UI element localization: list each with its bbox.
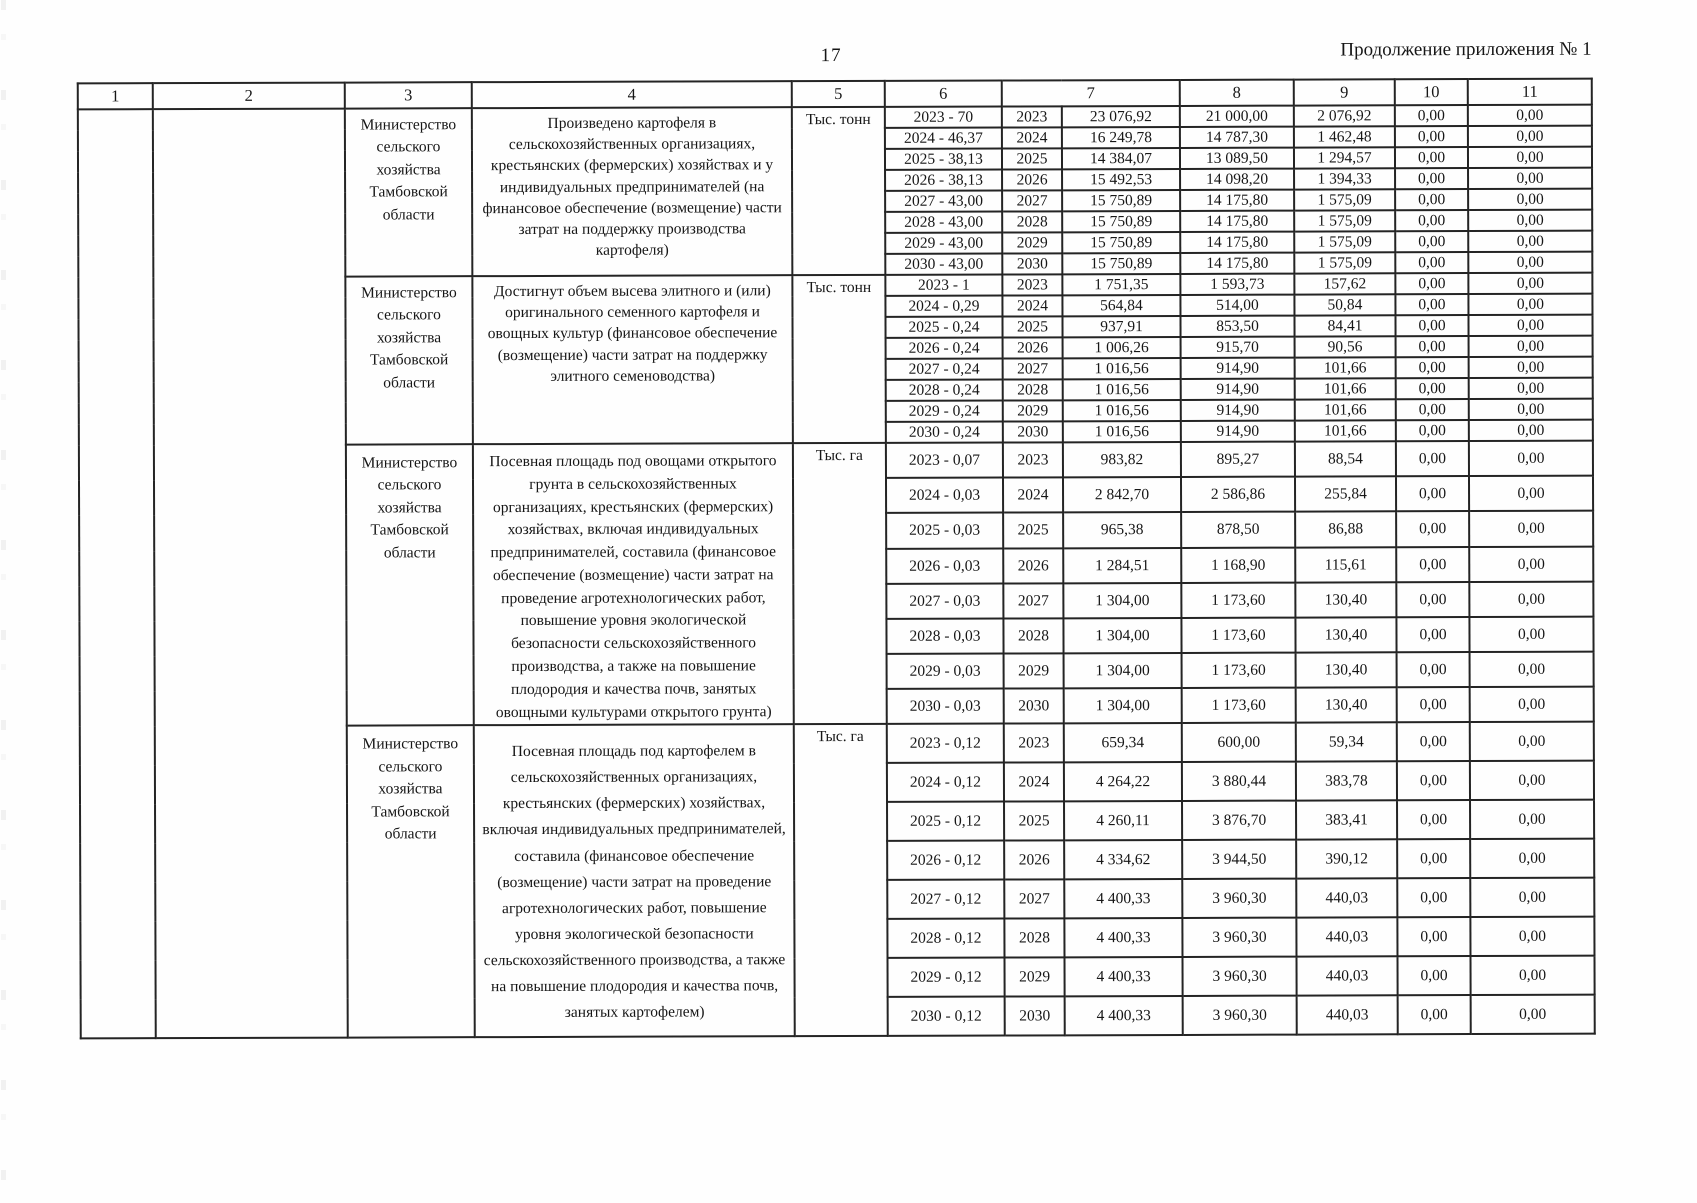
amount-total-cell: 16 249,78 [1062,127,1180,148]
amount-col8-cell: 1 593,73 [1180,274,1294,295]
amount-col10-cell: 0,00 [1396,547,1469,582]
plan-target-cell: 2026 - 0,24 [886,338,1003,359]
year-cell: 2023 [1004,724,1064,763]
unit-cell: Тыс. га [794,724,888,1036]
amount-total-cell: 23 076,92 [1062,106,1180,127]
column-number-header: 5 [792,81,885,107]
column-number-header: 3 [345,82,472,108]
ministry-cell: Министерство сельского хозяйства Тамбовской области [346,444,474,726]
plan-target-cell: 2029 - 0,24 [886,401,1003,422]
amount-col9-cell: 101,66 [1295,399,1396,420]
column-number-header: 7 [1002,80,1180,107]
amount-col8-cell: 514,00 [1180,295,1294,316]
amount-col10-cell: 0,00 [1395,189,1468,210]
column-number-header: 2 [153,83,345,110]
plan-target-cell: 2023 - 0,07 [886,443,1003,479]
amount-total-cell: 4 400,33 [1065,996,1183,1035]
plan-target-cell: 2027 - 0,12 [887,880,1004,919]
amount-col8-cell: 14 098,20 [1180,169,1294,190]
amount-total-cell: 4 334,62 [1064,840,1182,879]
amount-col10-cell: 0,00 [1395,210,1468,231]
amount-col10-cell: 0,00 [1395,315,1468,336]
amount-total-cell: 983,82 [1063,442,1181,478]
amount-col9-cell: 90,56 [1295,336,1396,357]
amount-col11-cell: 0,00 [1468,210,1592,231]
amount-col11-cell: 0,00 [1469,420,1593,441]
amount-total-cell: 15 750,89 [1062,211,1180,232]
year-cell: 2025 [1003,513,1063,548]
amount-col8-cell: 600,00 [1182,723,1296,762]
year-cell: 2029 [1005,958,1065,997]
amount-total-cell: 15 750,89 [1062,190,1180,211]
amount-col11-cell: 0,00 [1470,722,1594,761]
year-cell: 2024 [1003,477,1063,512]
plan-target-cell: 2030 - 43,00 [885,254,1002,275]
amount-col8-cell: 3 880,44 [1182,762,1296,801]
amount-col10-cell: 0,00 [1395,294,1468,315]
plan-target-cell: 2024 - 46,37 [885,128,1002,149]
amount-col11-cell: 0,00 [1469,336,1593,357]
year-cell: 2027 [1003,358,1063,379]
column-number-header: 4 [472,81,792,108]
plan-target-cell: 2023 - 0,12 [887,724,1004,763]
plan-target-cell: 2025 - 38,13 [885,149,1002,170]
amount-total-cell: 4 260,11 [1064,801,1182,840]
amount-total-cell: 1 016,56 [1063,358,1181,379]
amount-total-cell: 1 304,00 [1064,653,1182,689]
amount-col9-cell: 1 575,09 [1294,252,1395,273]
amount-col10-cell: 0,00 [1398,956,1471,995]
amount-total-cell: 1 016,56 [1063,421,1181,442]
amount-col11-cell: 0,00 [1468,105,1592,126]
amount-total-cell: 965,38 [1063,512,1181,548]
amount-col8-cell: 3 960,30 [1182,879,1296,918]
amount-col8-cell: 1 173,60 [1182,653,1296,689]
plan-target-cell: 2023 - 1 [885,275,1002,296]
amount-total-cell: 1 304,00 [1063,618,1181,654]
table-body [78,105,1595,1039]
amount-col11-cell: 0,00 [1470,878,1594,917]
unit-cell: Тыс. тонн [792,107,886,275]
amount-col11-cell: 0,00 [1468,273,1592,294]
amount-col8-cell: 14 175,80 [1180,253,1294,274]
amount-col8-cell: 853,50 [1180,316,1294,337]
amount-col10-cell: 0,00 [1396,378,1469,399]
amount-col10-cell: 0,00 [1395,105,1468,126]
amount-col11-cell: 0,00 [1469,476,1593,512]
amount-col8-cell: 14 175,80 [1180,232,1294,253]
amount-col11-cell: 0,00 [1469,378,1593,399]
amount-col8-cell: 2 586,86 [1181,477,1295,513]
ministry-cell: Министерство сельского хозяйства Тамбовской области [347,726,475,1038]
year-cell: 2026 [1004,841,1064,880]
plan-target-cell: 2025 - 0,03 [886,513,1003,549]
amount-col8-cell: 14 175,80 [1180,190,1294,211]
plan-target-cell: 2025 - 0,24 [885,317,1002,338]
amount-col8-cell: 1 173,60 [1181,617,1295,653]
year-cell: 2030 [1005,997,1065,1036]
plan-target-cell: 2029 - 0,03 [887,654,1004,690]
amount-col8-cell: 1 173,60 [1182,688,1296,724]
plan-target-cell: 2026 - 38,13 [885,170,1002,191]
empty-col-1-cell [78,109,156,1039]
amount-col10-cell: 0,00 [1395,168,1468,189]
year-cell: 2029 [1002,232,1062,253]
plan-target-cell: 2030 - 0,12 [888,997,1005,1036]
amount-col9-cell: 1 575,09 [1294,189,1395,210]
amount-col11-cell: 0,00 [1468,168,1592,189]
amount-total-cell: 15 750,89 [1062,232,1180,253]
amount-total-cell: 4 400,33 [1065,957,1183,996]
amount-col9-cell: 383,78 [1296,762,1397,801]
amount-col11-cell: 0,00 [1468,252,1592,273]
amount-col10-cell: 0,00 [1396,617,1469,652]
amount-col11-cell: 0,00 [1468,315,1592,336]
unit-cell: Тыс. га [793,443,887,725]
amount-col9-cell: 255,84 [1295,476,1396,511]
year-cell: 2029 [1004,653,1064,688]
amount-col8-cell: 3 960,30 [1183,957,1297,996]
year-cell: 2027 [1002,190,1062,211]
plan-target-cell: 2027 - 0,24 [886,359,1003,380]
amount-col10-cell: 0,00 [1397,652,1470,687]
amount-col11-cell: 0,00 [1470,956,1594,995]
plan-target-cell: 2023 - 70 [885,107,1002,128]
amount-col10-cell: 0,00 [1397,687,1470,722]
amount-col9-cell: 130,40 [1295,617,1396,652]
year-cell: 2029 [1003,400,1063,421]
amount-col8-cell: 3 944,50 [1182,840,1296,879]
amount-col10-cell: 0,00 [1395,231,1468,252]
amount-col11-cell: 0,00 [1468,147,1592,168]
amount-col10-cell: 0,00 [1396,357,1469,378]
amount-col8-cell: 878,50 [1181,512,1295,548]
amount-col9-cell: 50,84 [1294,294,1395,315]
year-cell: 2026 [1003,337,1063,358]
amount-total-cell: 659,34 [1064,723,1182,762]
amount-col10-cell: 0,00 [1397,800,1470,839]
indicator-cell: Достигнут объем высева элитного и (или) оригинального семенного картофеля и овощных культур (финансовое обеспечение (возмещение) части затрат на поддержку элитного семеноводства) [472,275,793,444]
amount-col11-cell: 0,00 [1468,294,1592,315]
amount-col9-cell: 101,66 [1295,378,1396,399]
amount-col9-cell: 1 462,48 [1294,126,1395,147]
amount-total-cell: 1 284,51 [1063,547,1181,583]
year-cell: 2024 [1004,763,1064,802]
plan-target-cell: 2024 - 0,03 [886,478,1003,514]
amount-total-cell: 1 006,26 [1063,337,1181,358]
year-cell: 2028 [1002,211,1062,232]
plan-target-cell: 2026 - 0,03 [886,548,1003,584]
year-cell: 2025 [1004,802,1064,841]
amount-col8-cell: 3 960,30 [1183,996,1297,1035]
year-cell: 2024 [1002,295,1062,316]
year-cell: 2030 [1002,253,1062,274]
plan-target-cell: 2025 - 0,12 [887,802,1004,841]
amount-col9-cell: 440,03 [1297,957,1398,996]
column-number-header: 6 [885,81,1002,107]
year-cell: 2025 [1002,148,1062,169]
amount-col11-cell: 0,00 [1469,399,1593,420]
amount-col9-cell: 1 294,57 [1294,147,1395,168]
amount-total-cell: 937,91 [1062,316,1180,337]
amount-col10-cell: 0,00 [1396,582,1469,617]
indicator-cell: Посевная площадь под картофелем в сельскохозяйственных организациях, крестьянских (фермерских) хозяйствах, включая индивидуальных предпринимателей, составила (финансовое обеспечение (возмещение) части затрат на проведение агротехнологических работ, повышение уровня экологической безопасности сельскохозяйственного производства, а также на повышение плодородия и качества почв, занятых картофелем) [474,725,795,1038]
amount-col10-cell: 0,00 [1397,761,1470,800]
plan-target-cell: 2026 - 0,12 [887,841,1004,880]
amount-col8-cell: 915,70 [1181,337,1295,358]
year-cell: 2023 [1002,106,1062,127]
amount-col8-cell: 3 960,30 [1182,918,1296,957]
amount-col11-cell: 0,00 [1471,995,1595,1034]
amount-col9-cell: 130,40 [1295,582,1396,617]
amount-col11-cell: 0,00 [1470,800,1594,839]
amount-col11-cell: 0,00 [1468,231,1592,252]
amount-total-cell: 2 842,70 [1063,477,1181,513]
amount-col9-cell: 86,88 [1295,512,1396,547]
amount-col9-cell: 1 394,33 [1294,168,1395,189]
amount-col10-cell: 0,00 [1396,476,1469,511]
amount-col10-cell: 0,00 [1397,917,1470,956]
amount-col9-cell: 130,40 [1296,687,1397,722]
amount-col9-cell: 383,41 [1296,801,1397,840]
indicator-cell: Посевная площадь под овощами открытого грунта в сельскохозяйственных организациях, крестьянских (фермерских) хозяйствах, включая индивидуальных предпринимателей, составила (финансовое обеспечение (возмещение) части затрат на проведение агротехнологических работ, повышение уровня экологической безопасности сельскохозяйственного производства, а также на повышение плодородия и качества почв, занятых овощными культурами открытого грунта) [473,443,794,725]
amount-total-cell: 4 400,33 [1064,879,1182,918]
plan-target-cell: 2024 - 0,12 [887,763,1004,802]
amount-col8-cell: 21 000,00 [1180,106,1294,127]
plan-target-cell: 2027 - 0,03 [886,583,1003,619]
amount-col8-cell: 914,90 [1181,358,1295,379]
amount-col8-cell: 914,90 [1181,379,1295,400]
amount-total-cell: 4 400,33 [1064,918,1182,957]
amount-col10-cell: 0,00 [1396,399,1469,420]
amount-col11-cell: 0,00 [1469,617,1593,653]
amount-col9-cell: 88,54 [1295,441,1396,476]
amount-col8-cell: 14 175,80 [1180,211,1294,232]
amount-total-cell: 4 264,22 [1064,762,1182,801]
year-cell: 2028 [1003,618,1063,653]
column-number-header: 11 [1468,79,1592,105]
amount-col9-cell: 101,66 [1295,357,1396,378]
column-number-header: 9 [1294,79,1395,105]
amount-col9-cell: 1 575,09 [1294,231,1395,252]
plan-target-cell: 2029 - 0,12 [888,958,1005,997]
amount-col8-cell: 14 787,30 [1180,127,1294,148]
amount-total-cell: 15 492,53 [1062,169,1180,190]
amount-col10-cell: 0,00 [1396,420,1469,441]
year-cell: 2024 [1002,127,1062,148]
plan-target-cell: 2028 - 43,00 [885,212,1002,233]
amount-col8-cell: 914,90 [1181,421,1295,442]
year-cell: 2028 [1004,919,1064,958]
amount-col9-cell: 115,61 [1295,547,1396,582]
amount-col10-cell: 0,00 [1397,878,1470,917]
amount-col10-cell: 0,00 [1395,252,1468,273]
plan-target-cell: 2024 - 0,29 [885,296,1002,317]
year-cell: 2027 [1003,583,1063,618]
amount-col11-cell: 0,00 [1470,652,1594,688]
column-number-header: 10 [1395,79,1468,105]
amount-col10-cell: 0,00 [1396,441,1469,476]
plan-target-cell: 2030 - 0,24 [886,422,1003,443]
amount-col11-cell: 0,00 [1469,511,1593,547]
amount-col8-cell: 895,27 [1181,442,1295,478]
amount-col9-cell: 59,34 [1296,723,1397,762]
amount-total-cell: 1 304,00 [1064,688,1182,724]
year-cell: 2030 [1004,689,1064,724]
indicator-cell: Произведено картофеля в сельскохозяйственных организациях, крестьянских (фермерских) хозяйствах и у индивидуальных предпринимателей (на финансовое обеспечение (возмещение) части затрат на поддержку производства картофеля) [472,107,793,276]
plan-target-cell: 2027 - 43,00 [885,191,1002,212]
amount-total-cell: 1 016,56 [1063,379,1181,400]
plan-target-cell: 2028 - 0,12 [887,919,1004,958]
amount-col9-cell: 84,41 [1294,315,1395,336]
year-cell: 2028 [1003,379,1063,400]
plan-target-cell: 2030 - 0,03 [887,689,1004,725]
column-number-header: 8 [1180,80,1294,106]
ministry-cell: Министерство сельского хозяйства Тамбовской области [345,108,473,276]
amount-col11-cell: 0,00 [1469,581,1593,617]
page-number: 17 [820,45,842,67]
amount-col10-cell: 0,00 [1395,126,1468,147]
amount-col11-cell: 0,00 [1470,761,1594,800]
year-cell: 2027 [1004,880,1064,919]
amount-total-cell: 1 751,35 [1062,274,1180,295]
amount-col10-cell: 0,00 [1395,273,1468,294]
amount-col10-cell: 0,00 [1396,511,1469,546]
amount-col9-cell: 2 076,92 [1294,105,1395,126]
amount-col11-cell: 0,00 [1468,126,1592,147]
amount-col9-cell: 101,66 [1295,420,1396,441]
amount-col11-cell: 0,00 [1469,441,1593,477]
amount-col8-cell: 1 173,60 [1181,582,1295,618]
amount-col9-cell: 1 575,09 [1294,210,1395,231]
amount-total-cell: 564,84 [1062,295,1180,316]
amount-col9-cell: 390,12 [1296,840,1397,879]
amount-col9-cell: 130,40 [1296,652,1397,687]
year-cell: 2026 [1002,169,1062,190]
amount-col11-cell: 0,00 [1469,546,1593,582]
amount-col10-cell: 0,00 [1395,147,1468,168]
amount-col11-cell: 0,00 [1470,917,1594,956]
ministry-cell: Министерство сельского хозяйства Тамбовской области [345,276,473,444]
amount-total-cell: 15 750,89 [1062,253,1180,274]
empty-col-2-cell [153,109,348,1039]
amount-col11-cell: 0,00 [1470,839,1594,878]
amount-col9-cell: 440,03 [1297,996,1398,1035]
column-number-header: 1 [78,83,153,109]
appendix-table [77,78,1596,1040]
plan-target-cell: 2029 - 43,00 [885,233,1002,254]
year-cell: 2023 [1003,442,1063,477]
amount-col8-cell: 914,90 [1181,400,1295,421]
unit-cell: Тыс. тонн [792,275,886,443]
amount-col10-cell: 0,00 [1397,839,1470,878]
amount-col11-cell: 0,00 [1470,687,1594,723]
amount-col10-cell: 0,00 [1396,336,1469,357]
amount-col9-cell: 157,62 [1294,273,1395,294]
amount-col9-cell: 440,03 [1296,918,1397,957]
amount-col9-cell: 440,03 [1296,879,1397,918]
amount-col10-cell: 0,00 [1398,995,1471,1034]
amount-total-cell: 1 304,00 [1063,583,1181,619]
amount-col11-cell: 0,00 [1469,357,1593,378]
amount-col11-cell: 0,00 [1468,189,1592,210]
amount-col8-cell: 1 168,90 [1181,547,1295,583]
year-cell: 2023 [1002,274,1062,295]
plan-target-cell: 2028 - 0,03 [886,618,1003,654]
year-cell: 2026 [1003,548,1063,583]
appendix-continuation-title: Продолжение приложения № 1 [1340,38,1592,61]
year-cell: 2025 [1002,316,1062,337]
amount-col8-cell: 13 089,50 [1180,148,1294,169]
year-cell: 2030 [1003,421,1063,442]
amount-col8-cell: 3 876,70 [1182,801,1296,840]
amount-total-cell: 1 016,56 [1063,400,1181,421]
amount-col10-cell: 0,00 [1397,722,1470,761]
amount-total-cell: 14 384,07 [1062,148,1180,169]
plan-target-cell: 2028 - 0,24 [886,380,1003,401]
